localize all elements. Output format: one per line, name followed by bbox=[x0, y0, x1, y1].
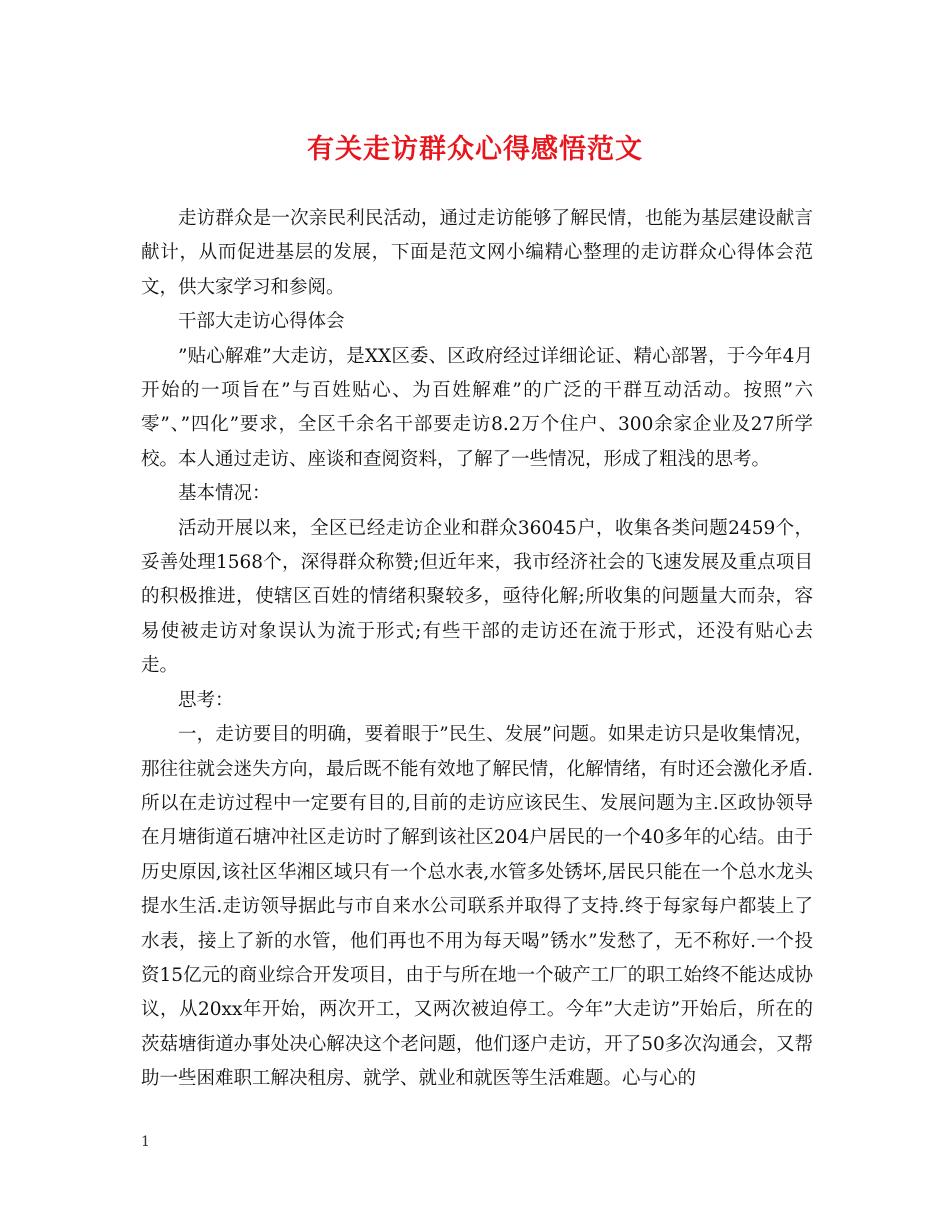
page-number: 1 bbox=[141, 1134, 150, 1150]
section-heading-cadre-visit: 干部大走访心得体会 bbox=[178, 311, 345, 333]
document-body bbox=[141, 202, 813, 1097]
section-heading-basic-situation: 基本情况： bbox=[178, 483, 271, 505]
section-heading-thoughts: 思考： bbox=[178, 689, 234, 711]
paragraph-basic-situation: 活动开展以来，全区已经走访企业和群众36045户，收集各类问题2459个，妥善处理1568个，深得群众称赞;但近年来，我市经济社会的飞速发展及重点项目的积极推进，使辖区百姓的情绪积聚较多，亟待化解;所收集的问题量大而杂，容易使被走访对象误认为流于形式;有些干部的走访还在流于形式，还没有贴心去走。 bbox=[141, 517, 813, 677]
intro-paragraph: 走访群众是一次亲民利民活动，通过走访能够了解民情，也能为基层建设献言献计，从而促进基层的发展，下面是范文网小编精心整理的走访群众心得体会范文，供大家学习和参阅。 bbox=[141, 208, 813, 298]
paragraph-visit-overview: ”贴心解难”大走访，是XX区委、区政府经过详细论证、精心部署，于今年4月开始的一项旨在”与百姓贴心、为百姓解难”的广泛的干群互动活动。按照”六零”、”四化”要求，全区千余名干部要走访8.2万个住户、300余家企业及27所学校。本人通过走访、座谈和查阅资料，了解了一些情况，形成了粗浅的思考。 bbox=[141, 345, 813, 470]
document-title: 有关走访群众心得感悟范文 bbox=[307, 134, 643, 165]
paragraph-thought-one: 一，走访要目的明确，要着眼于”民生、发展”问题。如果走访只是收集情况，那往往就会迷失方向，最后既不能有效地了解民情，化解情绪，有时还会激化矛盾.所以在走访过程中一定要有目的,目前的走访应该民生、发展问题为主.区政协领导在月塘街道石塘冲社区走访时了解到该社区204户居民的一个40多年的心结。由于历史原因,该社区华湘区域只有一个总水表,水管多处锈坏,居民只能在一个总水龙头提水生活.走访领导据此与市自来水公司联系并取得了支持.终于每家每户都装上了水表，接上了新的水管，他们再也不用为每天喝”锈水”发愁了，无不称好.一个投资15亿元的商业综合开发项目，由于与所在地一个破产工厂的职工始终不能达成协议，从20xx年开始，两次开工，又两次被迫停工。今年”大走访”开始后，所在的茨菇塘街道办事处决心解决这个老问题，他们逐户走访，开了50多次沟通会，又帮助一些困难职工解决租房、就学、就业和就医等生活难题。心与心的 bbox=[141, 724, 813, 1090]
